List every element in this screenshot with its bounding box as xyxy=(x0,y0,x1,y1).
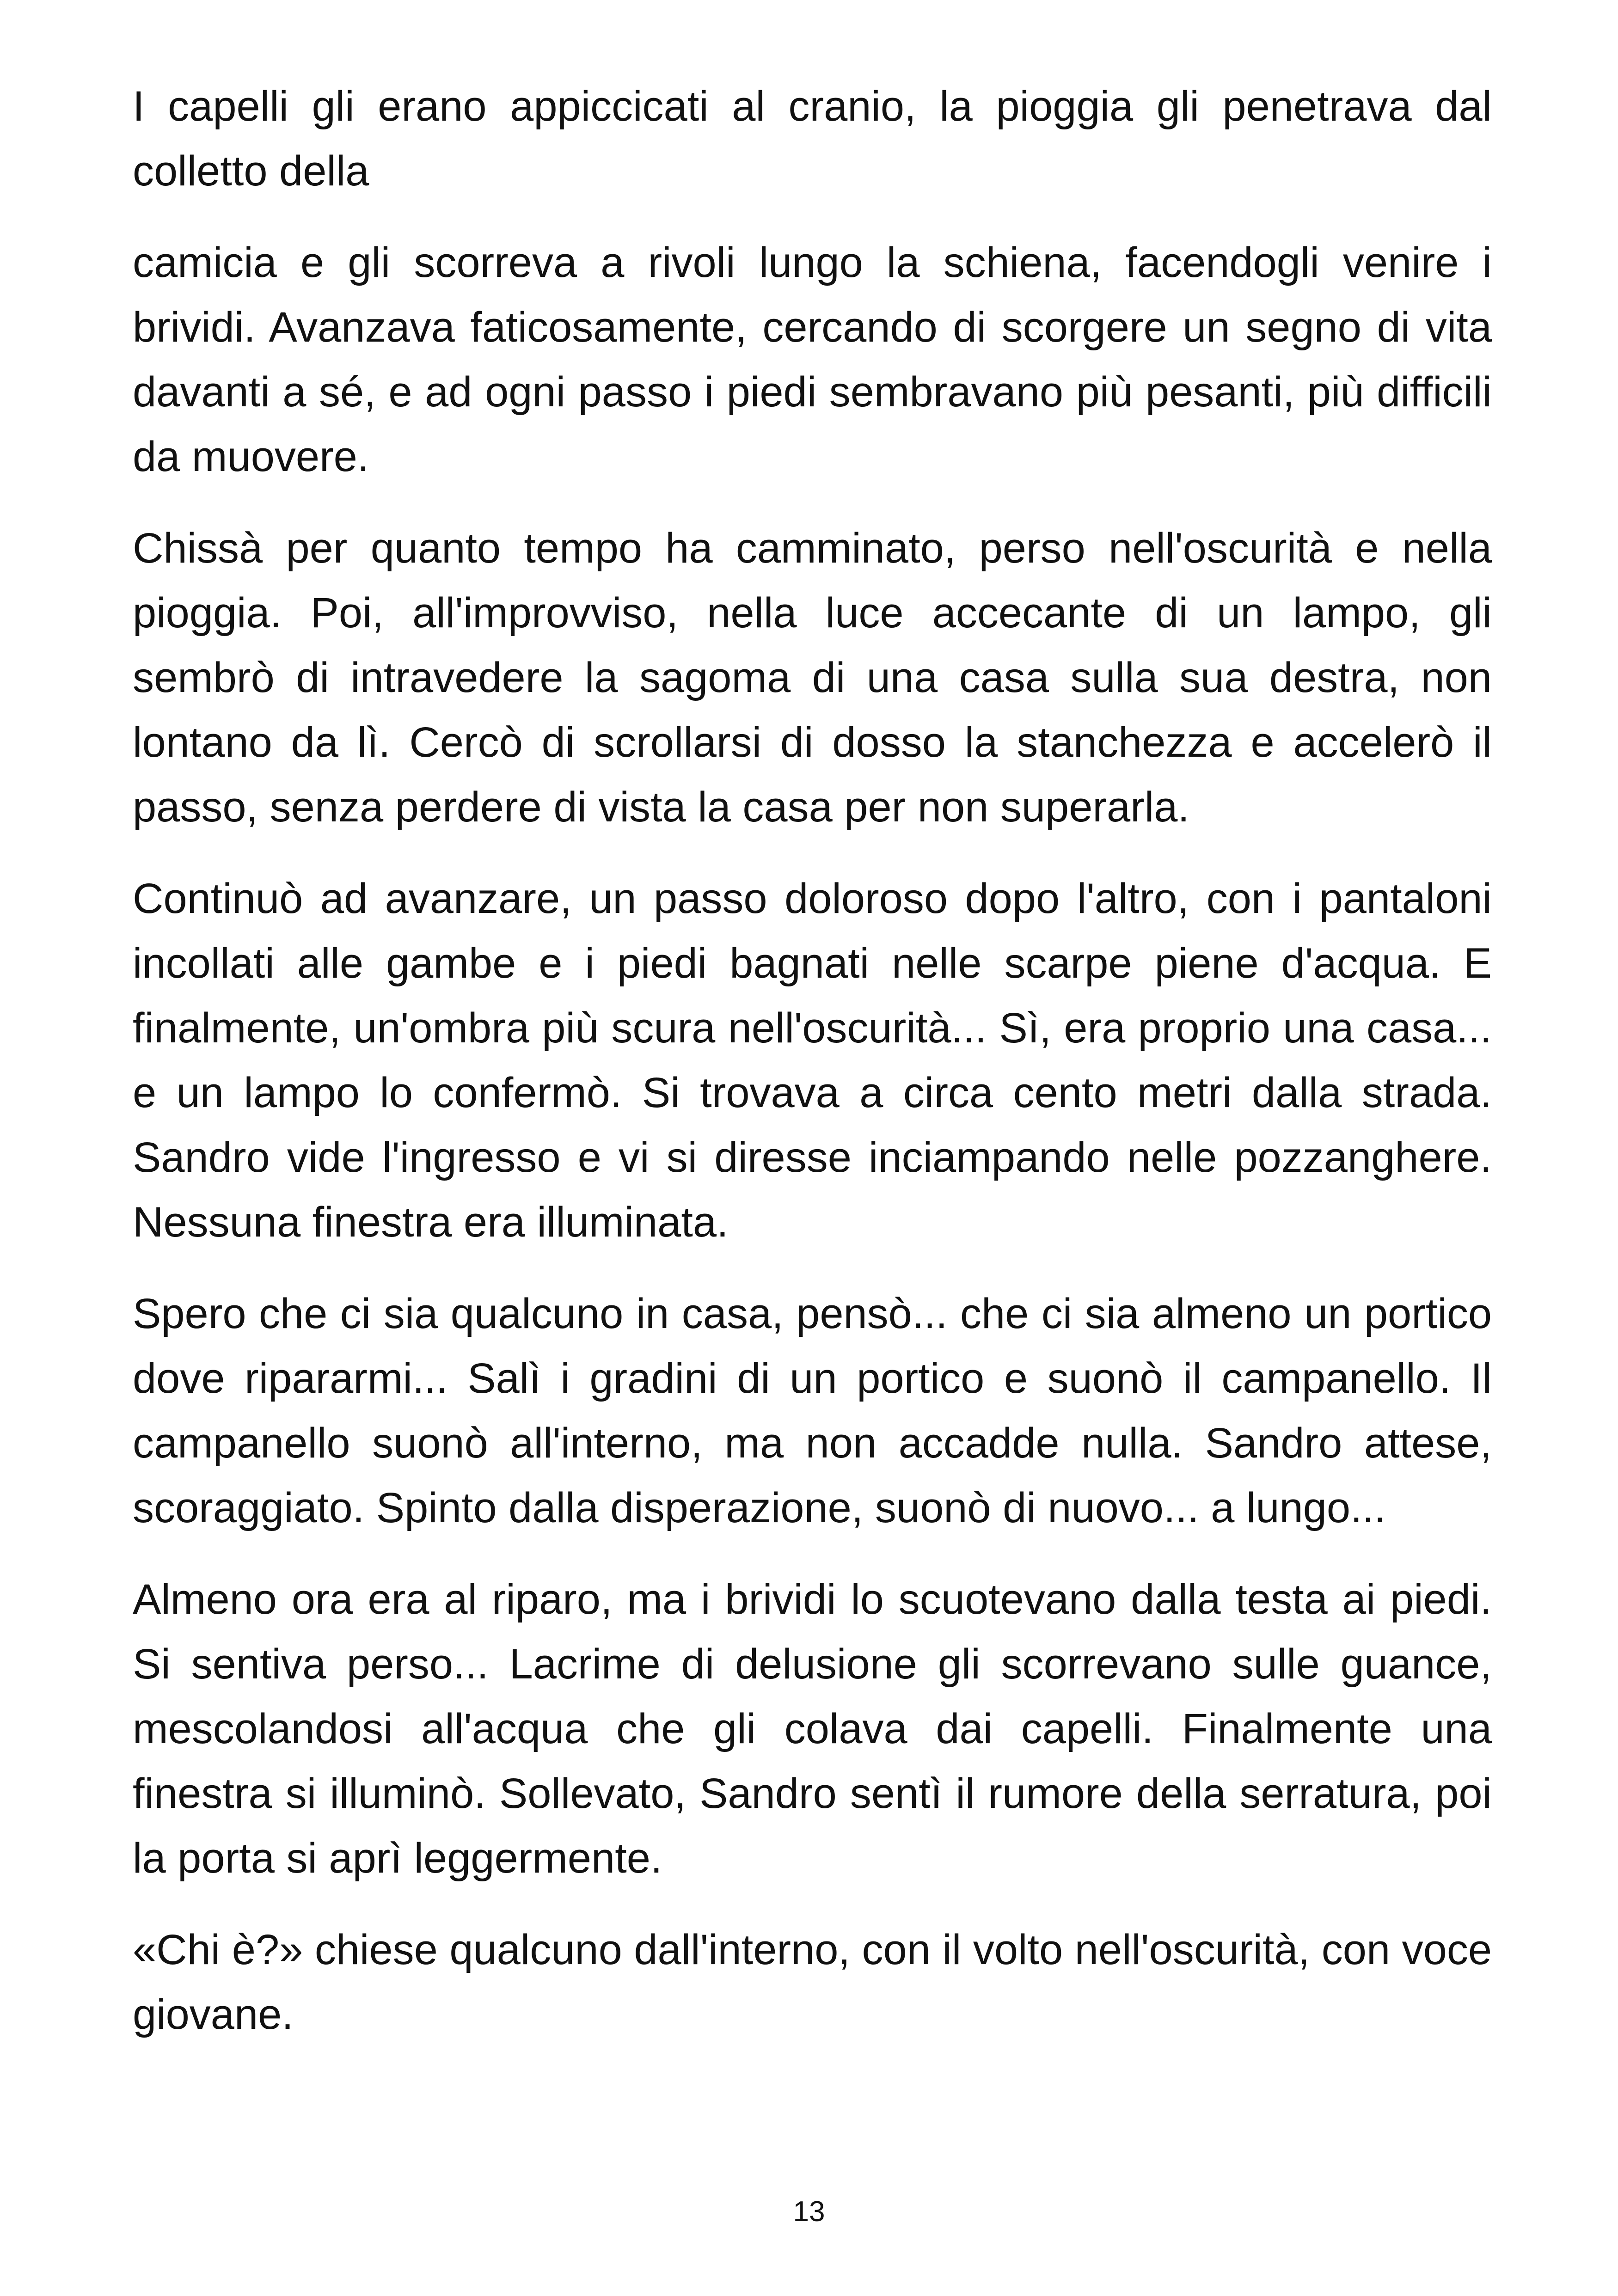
paragraph-1: I capelli gli erano appiccicati al cranio, la pioggia gli penetrava dal colletto della xyxy=(133,83,1492,195)
paragraph-7: «Chi è?» chiese qualcuno dall'interno, con il volto nell'oscurità, con voce giovane. xyxy=(133,1926,1492,2038)
paragraph-5: Spero che ci sia qualcuno in casa, pensò... che ci sia almeno un portico dove ripararmi... Salì i gradini di un portico e suonò il campanello. Il campanello suonò all'interno, ma non accadde nulla. Sandro attese, scoraggiato. Spinto dalla disperazione, suonò di nuovo... a lungo... xyxy=(133,1290,1492,1531)
paragraph-4: Continuò ad avanzare, un passo doloroso dopo l'altro, con i pantaloni incollati alle gambe e i piedi bagnati nelle scarpe piene d'acqua. E finalmente, un'ombra più scura nell'oscurità... Sì, era proprio una casa... e un lampo lo confermò. Si trovava a circa cento metri dalla strada. Sandro vide l'ingresso e vi si diresse inciampando nelle pozzanghere. Nessuna finestra era illuminata. xyxy=(133,875,1492,1246)
paragraph-6: Almeno ora era al riparo, ma i brividi lo scuotevano dalla testa ai piedi. Si sentiva perso... Lacrime di delusione gli scorrevano sulle guance, mescolandosi all'acqua che gli colava dai capelli. Finalmente una finestra si illuminò. Sollevato, Sandro sentì il rumore della serratura, poi la porta si aprì leggermente. xyxy=(133,1576,1492,1882)
page-number: 13 xyxy=(793,2196,825,2228)
paragraph-3: Chissà per quanto tempo ha camminato, perso nell'oscurità e nella pioggia. Poi, all'improvviso, nella luce accecante di un lampo, gli sembrò di intravedere la sagoma di una casa sulla sua destra, non lontano da lì. Cercò di scrollarsi di dosso la stanchezza e accelerò il passo, senza perdere di vista la casa per non superarla. xyxy=(133,525,1492,831)
page-body xyxy=(133,74,1492,2074)
paragraph-2: camicia e gli scorreva a rivoli lungo la schiena, facendogli venire i brividi. Avanzava faticosamente, cercando di scorgere un segno di vita davanti a sé, e ad ogni passo i piedi sembravano più pesanti, più difficili da muovere. xyxy=(133,239,1492,480)
